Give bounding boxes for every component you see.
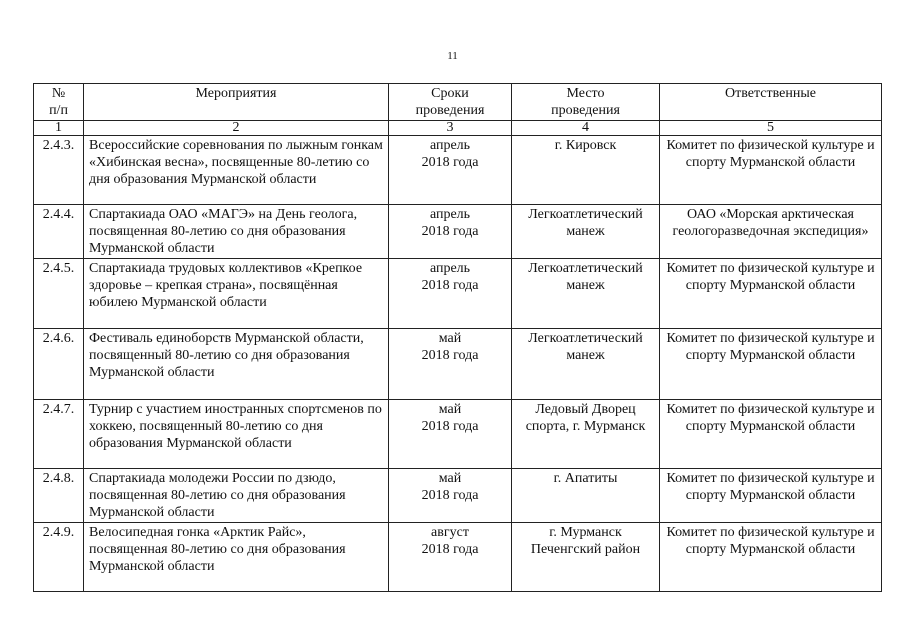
row-number: 2.4.5. [34, 259, 84, 329]
column-index-3: 3 [389, 121, 512, 136]
row-event: Всероссийские соревнования по лыжным гонкам «Хибинская весна», посвященные 80-летию со дня образования Мурманской области [84, 136, 389, 205]
table-row [34, 136, 882, 205]
table-row [34, 523, 882, 592]
table-row [34, 469, 882, 523]
row-place: Легкоатлетический манеж [512, 205, 660, 259]
row-responsible: Комитет по физической культуре и спорту Мурманской области [660, 400, 882, 469]
row-responsible: Комитет по физической культуре и спорту Мурманской области [660, 136, 882, 205]
table-row [34, 205, 882, 259]
column-index-5: 5 [660, 121, 882, 136]
header-responsible: Ответственные [660, 84, 882, 121]
row-responsible: Комитет по физической культуре и спорту Мурманской области [660, 523, 882, 592]
row-number: 2.4.3. [34, 136, 84, 205]
row-event: Фестиваль единоборств Мурманской области, посвященный 80-летию со дня образования Мурманской области [84, 329, 389, 400]
row-number: 2.4.6. [34, 329, 84, 400]
row-date: май 2018 года [389, 400, 512, 469]
row-date: май 2018 года [389, 329, 512, 400]
row-date: август 2018 года [389, 523, 512, 592]
events-table [33, 83, 882, 592]
row-number: 2.4.9. [34, 523, 84, 592]
column-index-row [34, 121, 882, 136]
header-event: Мероприятия [84, 84, 389, 121]
row-event: Турнир с участием иностранных спортсменов по хоккею, посвященный 80-летию со дня образования Мурманской области [84, 400, 389, 469]
row-number: 2.4.8. [34, 469, 84, 523]
column-index-2: 2 [84, 121, 389, 136]
row-event: Спартакиада молодежи России по дзюдо, посвященная 80-летию со дня образования Мурманской области [84, 469, 389, 523]
row-responsible: ОАО «Морская арктическая геологоразведочная экспедиция» [660, 205, 882, 259]
row-place: Легкоатлетический манеж [512, 329, 660, 400]
row-place: Легкоатлетический манеж [512, 259, 660, 329]
row-event: Велосипедная гонка «Арктик Райс», посвященная 80-летию со дня образования Мурманской области [84, 523, 389, 592]
row-event: Спартакиада ОАО «МАГЭ» на День геолога, посвященная 80-летию со дня образования Мурманской области [84, 205, 389, 259]
column-index-4: 4 [512, 121, 660, 136]
page-number: 11 [447, 50, 458, 62]
row-number: 2.4.7. [34, 400, 84, 469]
row-date: май 2018 года [389, 469, 512, 523]
row-date: апрель 2018 года [389, 136, 512, 205]
row-responsible: Комитет по физической культуре и спорту Мурманской области [660, 259, 882, 329]
row-place: г. Апатиты [512, 469, 660, 523]
row-number: 2.4.4. [34, 205, 84, 259]
row-place: Ледовый Дворец спорта, г. Мурманск [512, 400, 660, 469]
row-event: Спартакиада трудовых коллективов «Крепкое здоровье – крепкая страна», посвящённая юбилею Мурманской области [84, 259, 389, 329]
table-row [34, 329, 882, 400]
table-row [34, 400, 882, 469]
table-row [34, 259, 882, 329]
header-num: № п/п [34, 84, 84, 121]
header-row [34, 84, 882, 121]
row-responsible: Комитет по физической культуре и спорту Мурманской области [660, 329, 882, 400]
column-index-1: 1 [34, 121, 84, 136]
row-place: г. Мурманск Печенгский район [512, 523, 660, 592]
row-responsible: Комитет по физической культуре и спорту Мурманской области [660, 469, 882, 523]
row-place: г. Кировск [512, 136, 660, 205]
header-place: Место проведения [512, 84, 660, 121]
header-dates: Сроки проведения [389, 84, 512, 121]
row-date: апрель 2018 года [389, 259, 512, 329]
row-date: апрель 2018 года [389, 205, 512, 259]
